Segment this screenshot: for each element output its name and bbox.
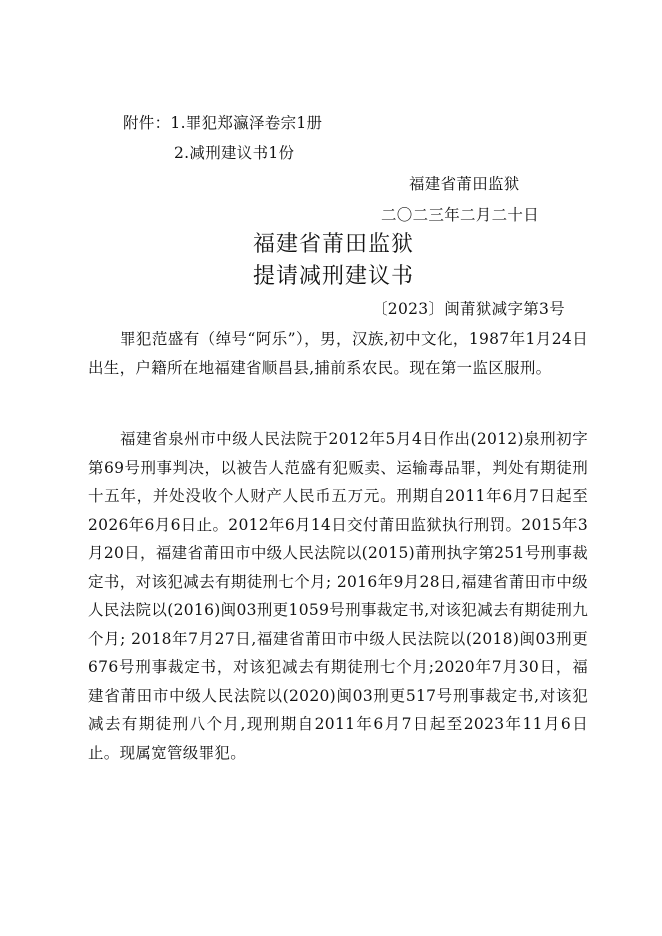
attachment-item-2: 2.减刑建议书1份 [174, 144, 295, 162]
document-number: 〔2023〕闽莆狱减字第3号 [372, 300, 566, 318]
attachments-line-1 [123, 113, 322, 133]
attachment-item-1: 1.罪犯郑瀛泽卷宗1册 [170, 114, 323, 132]
document-title-line-1: 福建省莆田监狱 [253, 232, 415, 257]
paragraph-sentence-history: 福建省泉州市中级人民法院于2012年5月4日作出(2012)泉刑初字第69号刑事判决，以被告人范盛有犯贩卖、运输毒品罪，判处有期徒刑十五年，并处没收个人财产人民币五万元。刑期自2011年6月7日起至2026年6月6日止。2012年6月14日交付莆田监狱执行刑罚。2015年3月20日，福建省莆田市中级人民法院以(2015)莆刑执字第251号刑事裁定书，对该犯减去有期徒刑七个月; 2016年9月28日,福建省莆田市中级人民法院以(2016)闽03刑更1059号刑事裁定书,对该犯减去有期徒刑九个月; 2018年7月27日,福建省莆田市中级人民法院以(2018)闽03刑更676号刑事裁定书，对该犯减去有期徒刑七个月;2020年7月30日，福建省莆田市中级人民法院以(2020)闽03刑更517号刑事裁定书,对该犯减去有期徒刑八个月,现刑期自2011年6月7日起至2023年11月6日止。现属宽管级罪犯。 [88, 430, 588, 762]
signature-date: 二〇二三年二月二十日 [381, 206, 540, 224]
signature-org: 福建省莆田监狱 [409, 175, 520, 193]
document-title-line-2: 提请减刑建议书 [253, 264, 415, 289]
attachments-label: 附件： [123, 114, 171, 132]
paragraph-criminal-info: 罪犯范盛有（绰号“阿乐”），男，汉族,初中文化，1987年1月24日出生，户籍所在地福建省顺昌县,捕前系农民。现在第一监区服刑。 [88, 330, 588, 377]
